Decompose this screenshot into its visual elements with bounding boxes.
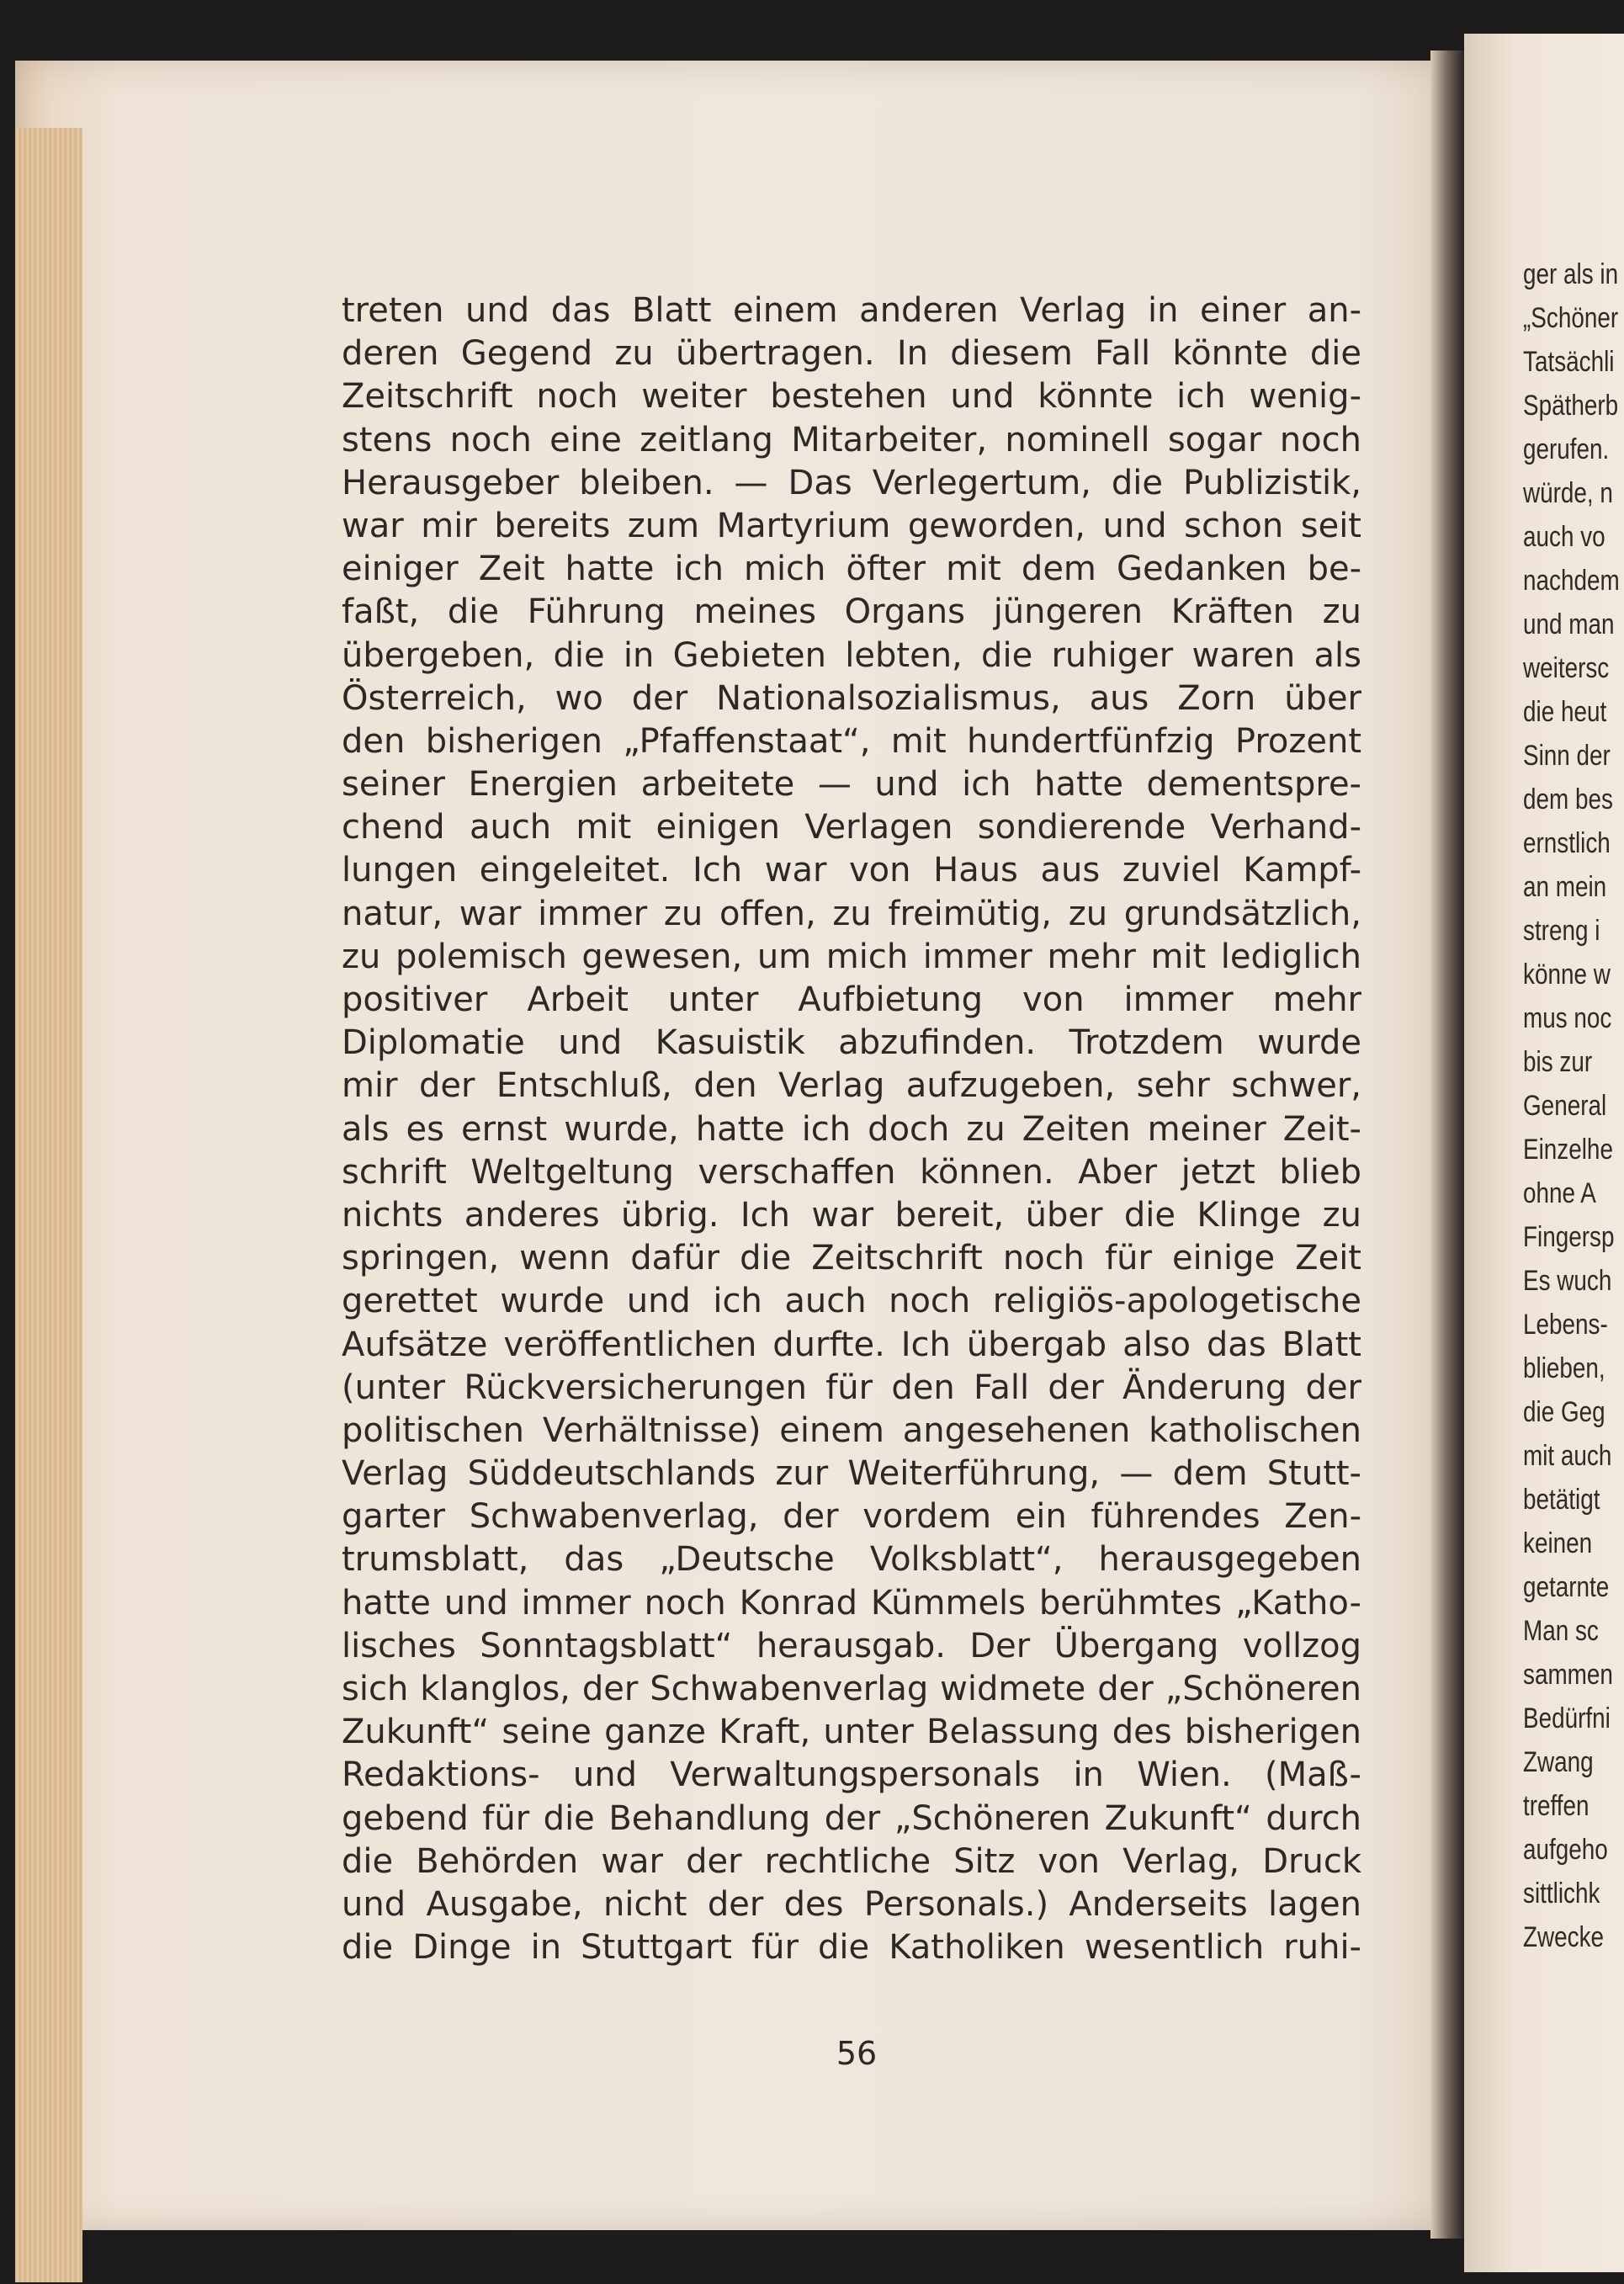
text-line: übergeben, die in Gebieten lebten, die ruhiger waren als — [342, 635, 1361, 675]
text-line: politischen Verhältnisse) einem angesehenen katholischen — [342, 1410, 1361, 1450]
text-line-fragment: und man — [1523, 608, 1615, 640]
text-line: mir der Entschluß, den Verlag aufzugeben, sehr schwer, — [342, 1066, 1361, 1106]
text-line-fragment: weitersc — [1523, 652, 1610, 684]
text-line-fragment: auch vo — [1523, 521, 1605, 553]
text-line-fragment: die heut — [1523, 696, 1607, 728]
text-line: faßt, die Führung meines Organs jüngeren Kräften zu — [342, 592, 1361, 632]
text-line: seiner Energien arbeitete — und ich hatte dementspre- — [342, 765, 1361, 805]
right-page — [1464, 34, 1624, 2272]
text-line-fragment: streng i — [1523, 915, 1600, 947]
text-line: und Ausgabe, nicht der des Personals.) Anderseits lagen — [342, 1884, 1361, 1924]
text-line-fragment: betätigt — [1523, 1484, 1600, 1516]
text-line-fragment: die Geg — [1523, 1396, 1605, 1428]
text-line-fragment: bis zur — [1523, 1046, 1593, 1078]
text-line: nichts anderes übrig. Ich war bereit, über die Klinge zu — [342, 1195, 1361, 1235]
text-line-fragment: ger als in — [1523, 258, 1619, 290]
text-line-fragment: dem bes — [1523, 783, 1613, 815]
text-line-fragment: keinen — [1523, 1527, 1593, 1559]
text-line: den bisherigen „Pfaffenstaat“, mit hundertfünfzig Prozent — [342, 721, 1361, 761]
text-line-fragment: ohne A — [1523, 1177, 1596, 1209]
left-page — [15, 61, 1446, 2230]
text-line: einiger Zeit hatte ich mich öfter mit dem Gedanken be- — [342, 550, 1361, 589]
text-line-fragment: „Schöner — [1523, 302, 1619, 334]
text-line: chend auch mit einigen Verlagen sondierende Verhand- — [342, 808, 1361, 847]
text-line-fragment: sammen — [1523, 1659, 1613, 1691]
text-line: treten und das Blatt einem anderen Verlag in einer an- — [342, 291, 1361, 330]
text-line: positiver Arbeit unter Aufbietung von immer mehr — [342, 980, 1361, 1019]
text-line-fragment: an mein — [1523, 871, 1607, 903]
text-line: Zukunft“ seine ganze Kraft, unter Belassung des bisherigen — [342, 1713, 1361, 1752]
text-line: Redaktions- und Verwaltungspersonals in Wien. (Maß- — [342, 1755, 1361, 1795]
text-line: Herausgeber bleiben. — Das Verlegertum, die Publizistik, — [342, 463, 1361, 502]
text-line-fragment: gerufen. — [1523, 433, 1610, 465]
text-line-fragment: würde, n — [1523, 477, 1613, 509]
text-line-fragment: treffen — [1523, 1790, 1590, 1822]
book-gutter — [1430, 50, 1464, 2239]
text-line: die Dinge in Stuttgart für die Katholiken wesentlich ruhi- — [342, 1928, 1361, 1968]
text-line-fragment: mus noc — [1523, 1002, 1612, 1034]
text-line: sich klanglos, der Schwabenverlag widmete der „Schöneren — [342, 1670, 1361, 1708]
text-line-fragment: könne w — [1523, 959, 1611, 991]
text-line: natur, war immer zu offen, zu freimütig, zu grundsätzlich, — [342, 894, 1361, 933]
text-line: Zeitschrift noch weiter bestehen und könnte ich wenig- — [342, 377, 1361, 417]
text-line-fragment: aufgeho — [1523, 1834, 1608, 1866]
text-line-fragment: Lebens- — [1523, 1309, 1608, 1341]
text-line: springen, wenn dafür die Zeitschrift noch für einige Zeit — [342, 1239, 1361, 1278]
text-line-fragment: Zwecke — [1523, 1921, 1605, 1953]
text-line: gerettet wurde und ich auch noch religiös-apologetische — [342, 1282, 1361, 1321]
text-line: Verlag Süddeutschlands zur Weiterführung, — dem Stutt- — [342, 1454, 1361, 1494]
text-line-fragment: ernstlich — [1523, 827, 1611, 859]
text-line: Diplomatie und Kasuistik abzufinden. Trotzdem wurde — [342, 1023, 1361, 1063]
text-line-fragment: Man sc — [1523, 1615, 1599, 1647]
text-line: Aufsätze veröffentlichen durfte. Ich übergab also das Blatt — [342, 1325, 1361, 1364]
text-line: als es ernst wurde, hatte ich doch zu Zeiten meiner Zeit- — [342, 1109, 1361, 1149]
text-line: garter Schwabenverlag, der vordem ein führendes Zen- — [342, 1497, 1361, 1537]
text-line: (unter Rückversicherungen für den Fall der Änderung der — [342, 1368, 1361, 1407]
text-line-fragment: Bedürfni — [1523, 1702, 1611, 1734]
text-line-fragment: Es wuch — [1523, 1265, 1612, 1297]
text-line: lisches Sonntagsblatt“ herausgab. Der Übergang vollzog — [342, 1626, 1361, 1665]
text-line-fragment: Zwang — [1523, 1746, 1594, 1778]
text-line-fragment: General — [1523, 1090, 1607, 1122]
page-edge — [15, 128, 82, 2282]
text-line: trumsblatt, das „Deutsche Volksblatt“, herausgegeben — [342, 1540, 1361, 1580]
page-number: 56 — [836, 2035, 878, 2072]
text-line: hatte und immer noch Konrad Kümmels berühmtes „Katho- — [342, 1583, 1361, 1623]
text-line-fragment: Tatsächli — [1523, 346, 1615, 378]
text-line: lungen eingeleitet. Ich war von Haus aus zuviel Kampf- — [342, 851, 1361, 890]
text-line-fragment: nachdem — [1523, 565, 1620, 597]
body-text — [342, 289, 1361, 1969]
text-line-fragment: blieben, — [1523, 1352, 1605, 1384]
text-line-fragment: getarnte — [1523, 1571, 1610, 1603]
text-line: deren Gegend zu übertragen. In diesem Fall könnte die — [342, 334, 1361, 374]
text-line-fragment: Spätherb — [1523, 390, 1619, 422]
text-line: schrift Weltgeltung verschaffen können. Aber jetzt blieb — [342, 1152, 1361, 1192]
text-line-fragment: Fingersp — [1523, 1221, 1615, 1253]
text-line-fragment: Sinn der — [1523, 740, 1611, 772]
text-line-fragment: mit auch — [1523, 1440, 1612, 1472]
text-line: Österreich, wo der Nationalsozialismus, aus Zorn über — [342, 678, 1361, 718]
text-line: stens noch eine zeitlang Mitarbeiter, nominell sogar noch — [342, 420, 1361, 459]
right-page-text — [1523, 252, 1620, 1959]
text-line-fragment: Einzelhe — [1523, 1134, 1613, 1166]
text-line: die Behörden war der rechtliche Sitz von Verlag, Druck — [342, 1841, 1361, 1881]
text-line: zu polemisch gewesen, um mich immer mehr mit lediglich — [342, 937, 1361, 976]
text-line: gebend für die Behandlung der „Schöneren Zukunft“ durch — [342, 1798, 1361, 1838]
text-line-fragment: sittlichk — [1523, 1878, 1600, 1910]
text-line: war mir bereits zum Martyrium geworden, und schon seit — [342, 506, 1361, 545]
